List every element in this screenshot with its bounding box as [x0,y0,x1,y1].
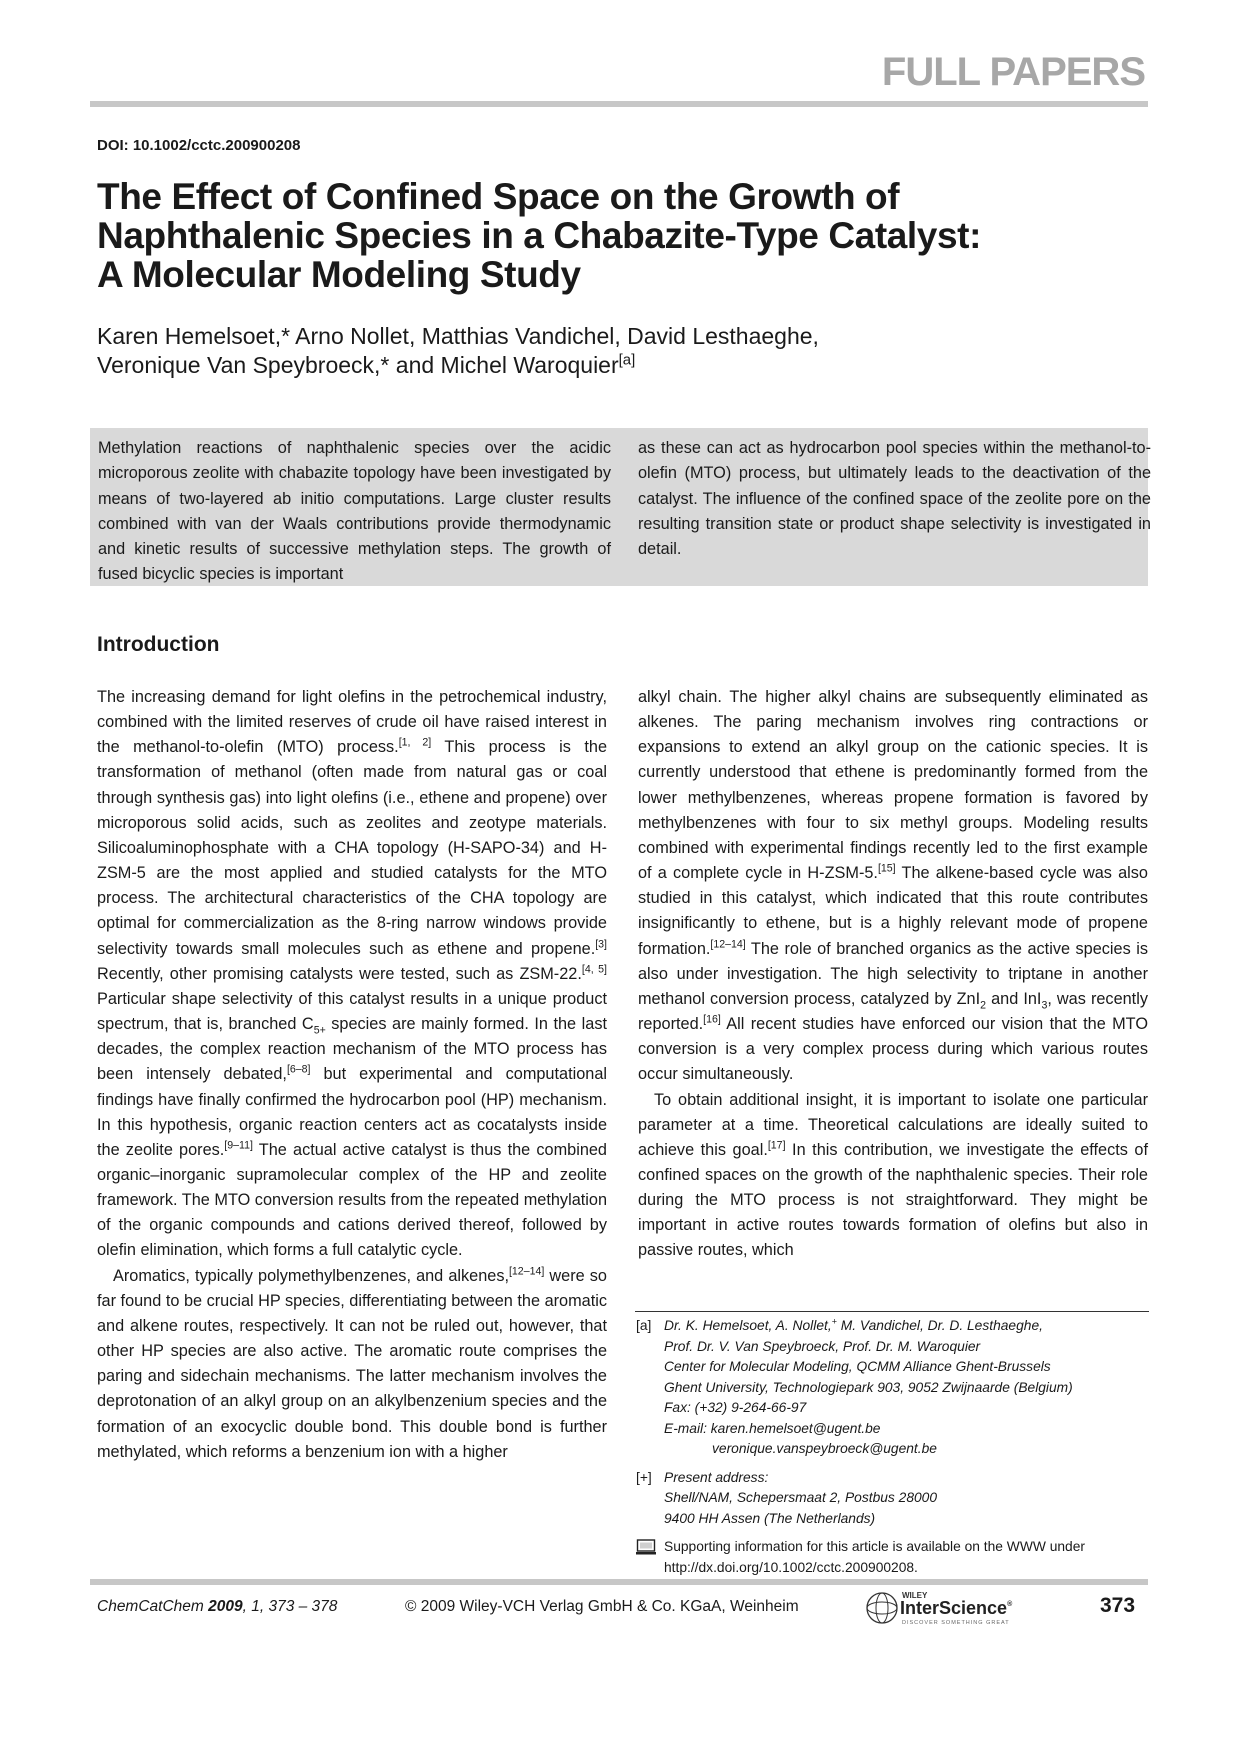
footnote-rule [635,1311,1149,1312]
body-left-column [97,685,607,1465]
supporting-info-note: Supporting information for this article is available on the WWW under http://dx.doi.org/10.1002/cctc.200900208. [636,1537,1150,1578]
article-title [97,177,1097,294]
title-line-2: Naphthalenic Species in a Chabazite-Type Catalyst: [97,215,982,256]
subscript: 3 [1041,999,1048,1012]
footnote-mark: [+] [636,1469,652,1485]
footnotes [636,1316,1150,1578]
abstract-box [90,428,1151,586]
introduction-heading: Introduction [97,633,220,656]
intro-paragraph-4: To obtain additional insight, it is important to isolate one particular parameter at a time. Theoretical calculations are ideally suited to achieve this goal.[17] In this contribution, we investigate the effects of confined spaces on the growth of the naphthalenic species. Their role during the MTO process is not straightforward. They might be important in active routes towards formation of olefins but also in passive routes, which [638,1090,1149,1260]
svg-text:DISCOVER SOMETHING GREAT: DISCOVER SOMETHING GREAT [902,1620,1010,1626]
journal-citation: ChemCatChem 2009, 1, 373 – 378 [97,1598,338,1615]
footnote-mark: [a] [636,1318,652,1333]
intro-paragraph-2: Aromatics, typically polymethylbenzenes, and alkenes,[12–14] were so far found to be crucial HP species, differentiating between the aromatic and alkene routes, respectively. It can not be ruled out, however, that other HP species are also active. The aromatic route comprises the paring and sidechain mechanisms. The latter mechanism involves the deprotonation of an alkyl group on an alkylbenzenium species and the formation of an exocyclic double bond. This double bond is further methylated, which reforms a benzenium ion with a higher [97,1265,607,1461]
citation: [17] [767,1139,786,1152]
citation: [15] [877,862,896,875]
citation: [1, 2] [398,736,432,749]
citation: [4, 5] [581,963,607,976]
svg-text:InterScience®: InterScience® [900,1598,1013,1618]
body-right-column [638,685,1148,1264]
title-line-3: A Molecular Modeling Study [97,254,581,295]
page-number: 373 [1100,1594,1136,1617]
title-line-1: The Effect of Confined Space on the Growth of [97,176,900,217]
computer-icon [636,1539,656,1555]
svg-text:WILEY: WILEY [902,1591,928,1600]
footnote-affiliation: [a] Dr. K. Hemelsoet, A. Nollet,+ M. Vandichel, Dr. D. Lesthaeghe, Prof. Dr. V. Van Speybroeck, Prof. Dr. M. Waroquier Center for Molecular Modeling, QCMM Alliance Ghent-Brussels Ghent University, Technologiepark 903, 9052 Zwijnaarde (Belgium) Fax: (+32) 9-264-66-97 E-mail: karen.hemelsoet@ugent.be veronique.vanspeybroeck@ugent.be [636,1316,1073,1456]
section-label: FULL PAPERS [881,50,1145,94]
bottom-rule [90,1579,1148,1585]
abstract-left-column: Methylation reactions of naphthalenic species over the acidic microporous zeolite with chabazite topology have been investigated by means of two-layered ab initio computations. Large cluster results combined with van der Waals contributions provide thermodynamic and kinetic results of successive methylation steps. The growth of fused bicyclic species is important [98,439,611,584]
intro-paragraph-1: The increasing demand for light olefins in the petrochemical industry, combined with the limited reserves of crude oil have raised interest in the methanol-to-olefin (MTO) process.[1, 2] This process is the transformation of methanol (often made from natural gas or coal through synthesis gas) into light olefins (i.e., ethene and propene) over microporous solid acids, such as zeolites and zeotype materials. Silicoaluminophosphate with a CHA topology (H-SAPO-34) and H-ZSM-5 are the most applied and studied catalysts for the MTO process. The architectural characteristics of the CHA topology are optimal for commercialization as the 8-ring narrow windows provide selectivity towards small molecules such as ethene and propene.[3] Recently, other promising catalysts were tested, such as ZSM-22.[4, 5] Particular shape selectivity of this catalyst results in a unique product spectrum, that is, branched $C_{5+}$ species are mainly formed. In the last decades, the complex reaction mechanism of the MTO process has been intensely debated,[6–8] but experimental and computational findings have finally confirmed the hydrocarbon pool (HP) mechanism. In this hypothesis, organic reaction centers act as cocatalysts inside the zeolite pores.[9–11] The actual active catalyst is thus the combined organic–inorganic supramolecular complex of the HP and zeolite framework. The MTO conversion results from the repeated methylation of the organic compounds and cations derived thereof, followed by olefin elimination, which forms a full catalytic cycle. [97,688,608,1260]
footnote-present-address: [+] Present address: Shell/NAM, Schepersmaat 2, Postbus 28000 9400 HH Assen (The Netherlands) [636,1469,938,1526]
citation: [12–14] [710,938,746,951]
subscript: 5+ [313,1024,326,1037]
authors [97,322,1097,380]
subscript: 2 [980,999,987,1012]
top-rule [90,101,1148,107]
citation: [16] [703,1013,721,1026]
authors-line-2 [97,351,1097,380]
intro-paragraph-3: alkyl chain. The higher alkyl chains are subsequently eliminated as alkenes. The paring mechanism involves ring contractions or expansions to extend an alkyl group on the cationic species. It is currently understood that ethene is predominantly formed from the lower methylbenzenes, whereas propene formation is favored by methylbenzenes with four to six methyl groups. Modeling results combined with experimental findings recently led to the first example of a complete cycle in H-ZSM-5.[15] The alkene-based cycle was also studied in this catalyst, which indicated that this route contributes insignificantly to ethene, but is a highly relevant mode of propene formation.[12–14] The role of branched organics as the active species is also under investigation. The high selectivity to triptane in another methanol conversion process, catalyzed by ZnI$_2$ and InI$_3$, was recently reported.[16] All recent studies have enforced our vision that the MTO conversion is a very complex process during which various routes occur simultaneously. [638,688,1148,1084]
citation: [9–11] [224,1139,253,1152]
abstract-right-column: as these can act as hydrocarbon pool species within the methanol-to-olefin (MTO) process, but ultimately leads to the deactivation of the catalyst. The influence of the confined space of the zeolite pore on the resulting transition state or product shape selectivity is investigated in detail. [638,439,1151,559]
authors-line-2-text: Veronique Van Speybroeck,* and Michel Waroquier [97,352,619,378]
authors-line-1: Karen Hemelsoet,* Arno Nollet, Matthias Vandichel, David Lesthaeghe, [97,323,819,349]
citation: [12–14] [508,1265,545,1278]
doi: DOI: 10.1002/cctc.200900208 [97,137,301,154]
citation: [6–8] [286,1063,311,1076]
affiliation-mark: [a] [618,351,636,369]
copyright: © 2009 Wiley-VCH Verlag GmbH & Co. KGaA, Weinheim [405,1598,799,1615]
citation: [3] [595,938,607,951]
publisher-logo [862,1586,1042,1630]
